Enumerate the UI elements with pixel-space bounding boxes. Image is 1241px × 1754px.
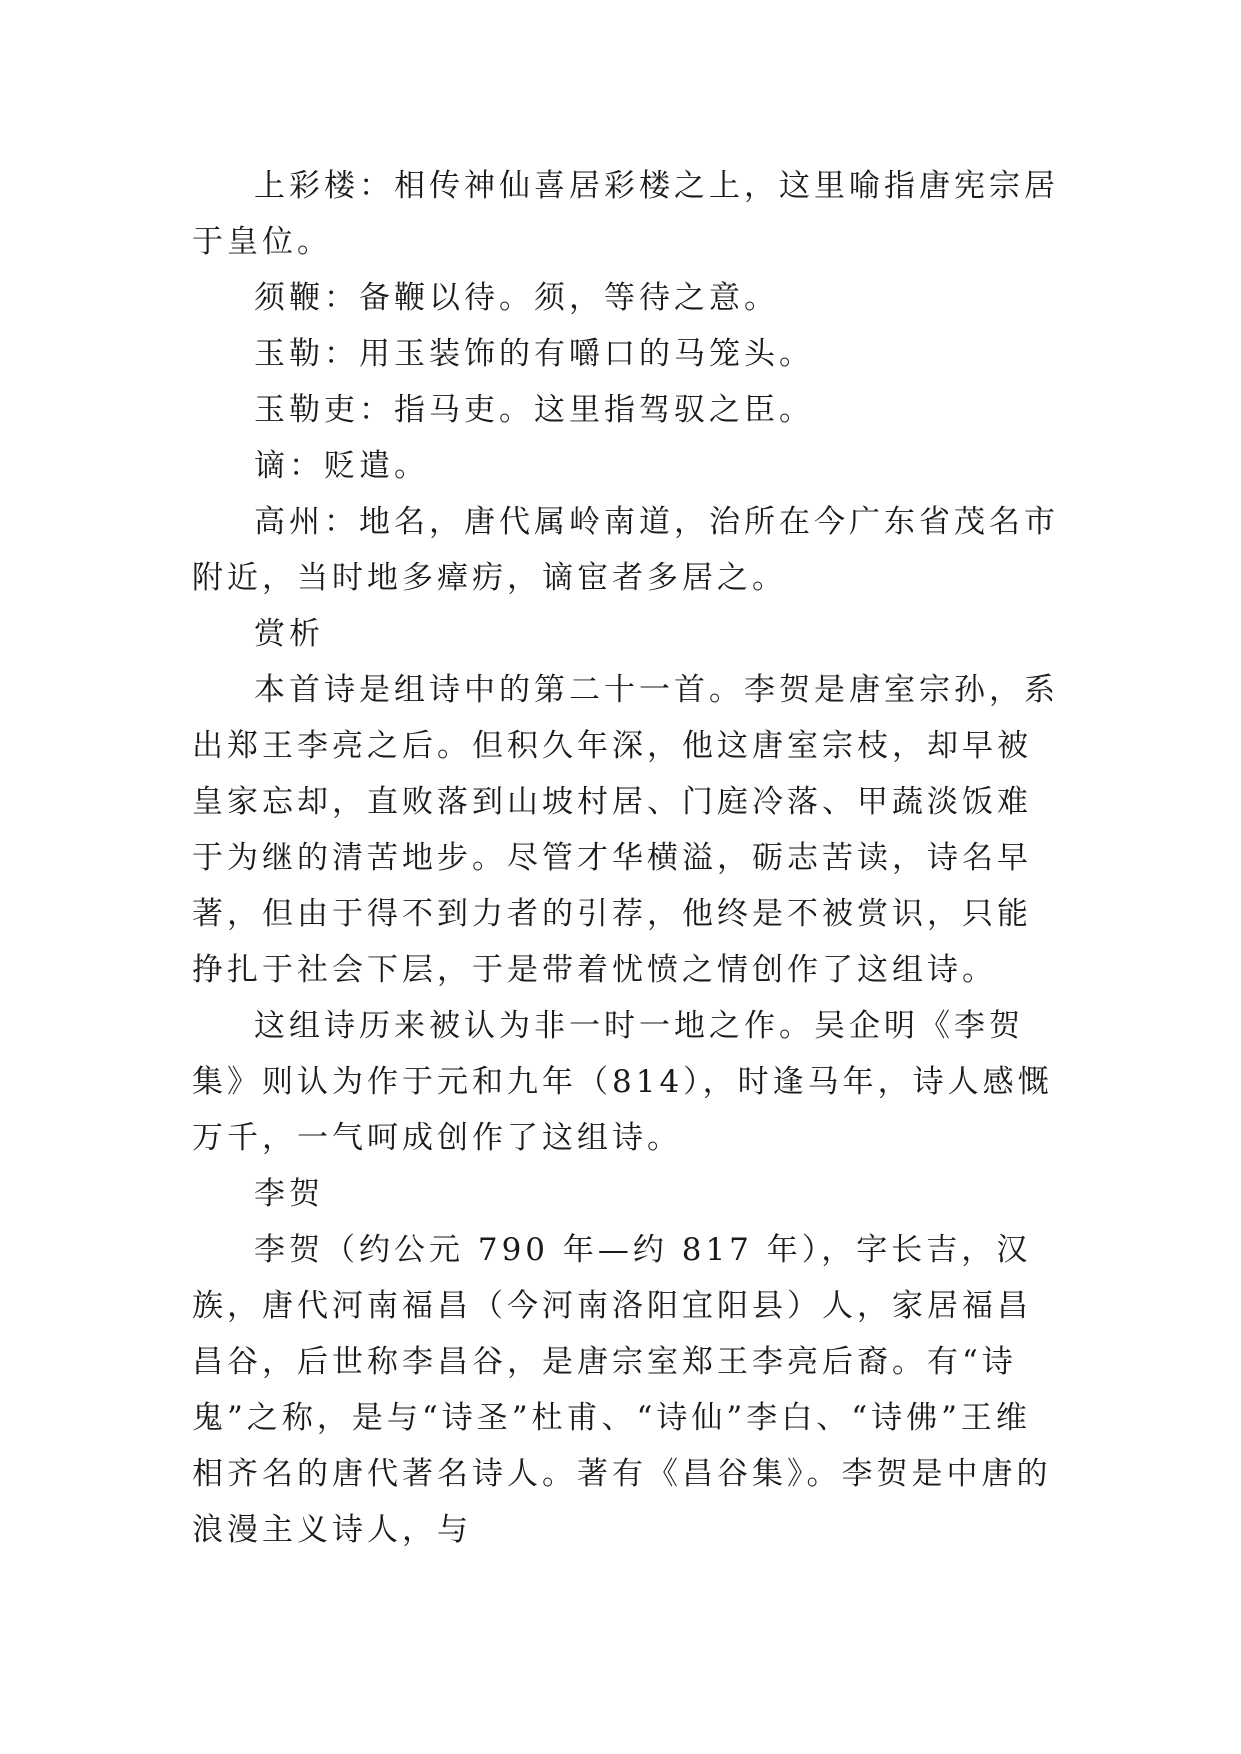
- appreciation-paragraph-2: 这组诗历来被认为非一时一地之作。吴企明《李贺集》则认为作于元和九年（814），时逢马年，诗人感慨万千，一气呵成创作了这组诗。: [192, 1008, 1053, 1156]
- document-body: [192, 158, 1060, 1558]
- section-heading-appreciation: 赏析: [254, 616, 324, 652]
- note-xu-bian: 须鞭：备鞭以待。须，等待之意。: [254, 280, 779, 316]
- note-yu-le: 玉勒：用玉装饰的有嚼口的马笼头。: [254, 336, 814, 372]
- appreciation-paragraph-1: 本首诗是组诗中的第二十一首。李贺是唐室宗孙，系出郑王李亮之后。但积久年深，他这唐室宗枝，却早被皇家忘却，直败落到山坡村居、门庭冷落、甲蔬淡饭难于为继的清苦地步。尽管才华横溢，砺志苦读，诗名早著，但由于得不到力者的引荐，他终是不被赏识，只能挣扎于社会下层，于是带着忧愤之情创作了这组诗。: [192, 672, 1059, 988]
- note-zhe: 谪：贬遣。: [254, 448, 429, 484]
- note-gao-zhou: 高州：地名，唐代属岭南道，治所在今广东省茂名市附近，当时地多瘴疠，谪宦者多居之。: [192, 504, 1059, 596]
- note-shang-cai-lou: 上彩楼：相传神仙喜居彩楼之上，这里喻指唐宪宗居于皇位。: [192, 168, 1059, 260]
- section-heading-author: 李贺: [254, 1176, 324, 1212]
- author-bio-paragraph: 李贺（约公元 790 年—约 817 年），字长吉，汉族，唐代河南福昌（今河南洛阳宜阳县）人，家居福昌昌谷，后世称李昌谷，是唐宗室郑王李亮后裔。有“诗鬼”之称，是与“诗圣”杜甫、“诗仙”李白、“诗佛”王维相齐名的唐代著名诗人。著有《昌谷集》。李贺是中唐的浪漫主义诗人，与: [192, 1232, 1052, 1548]
- note-yu-le-li: 玉勒吏：指马吏。这里指驾驭之臣。: [254, 392, 814, 428]
